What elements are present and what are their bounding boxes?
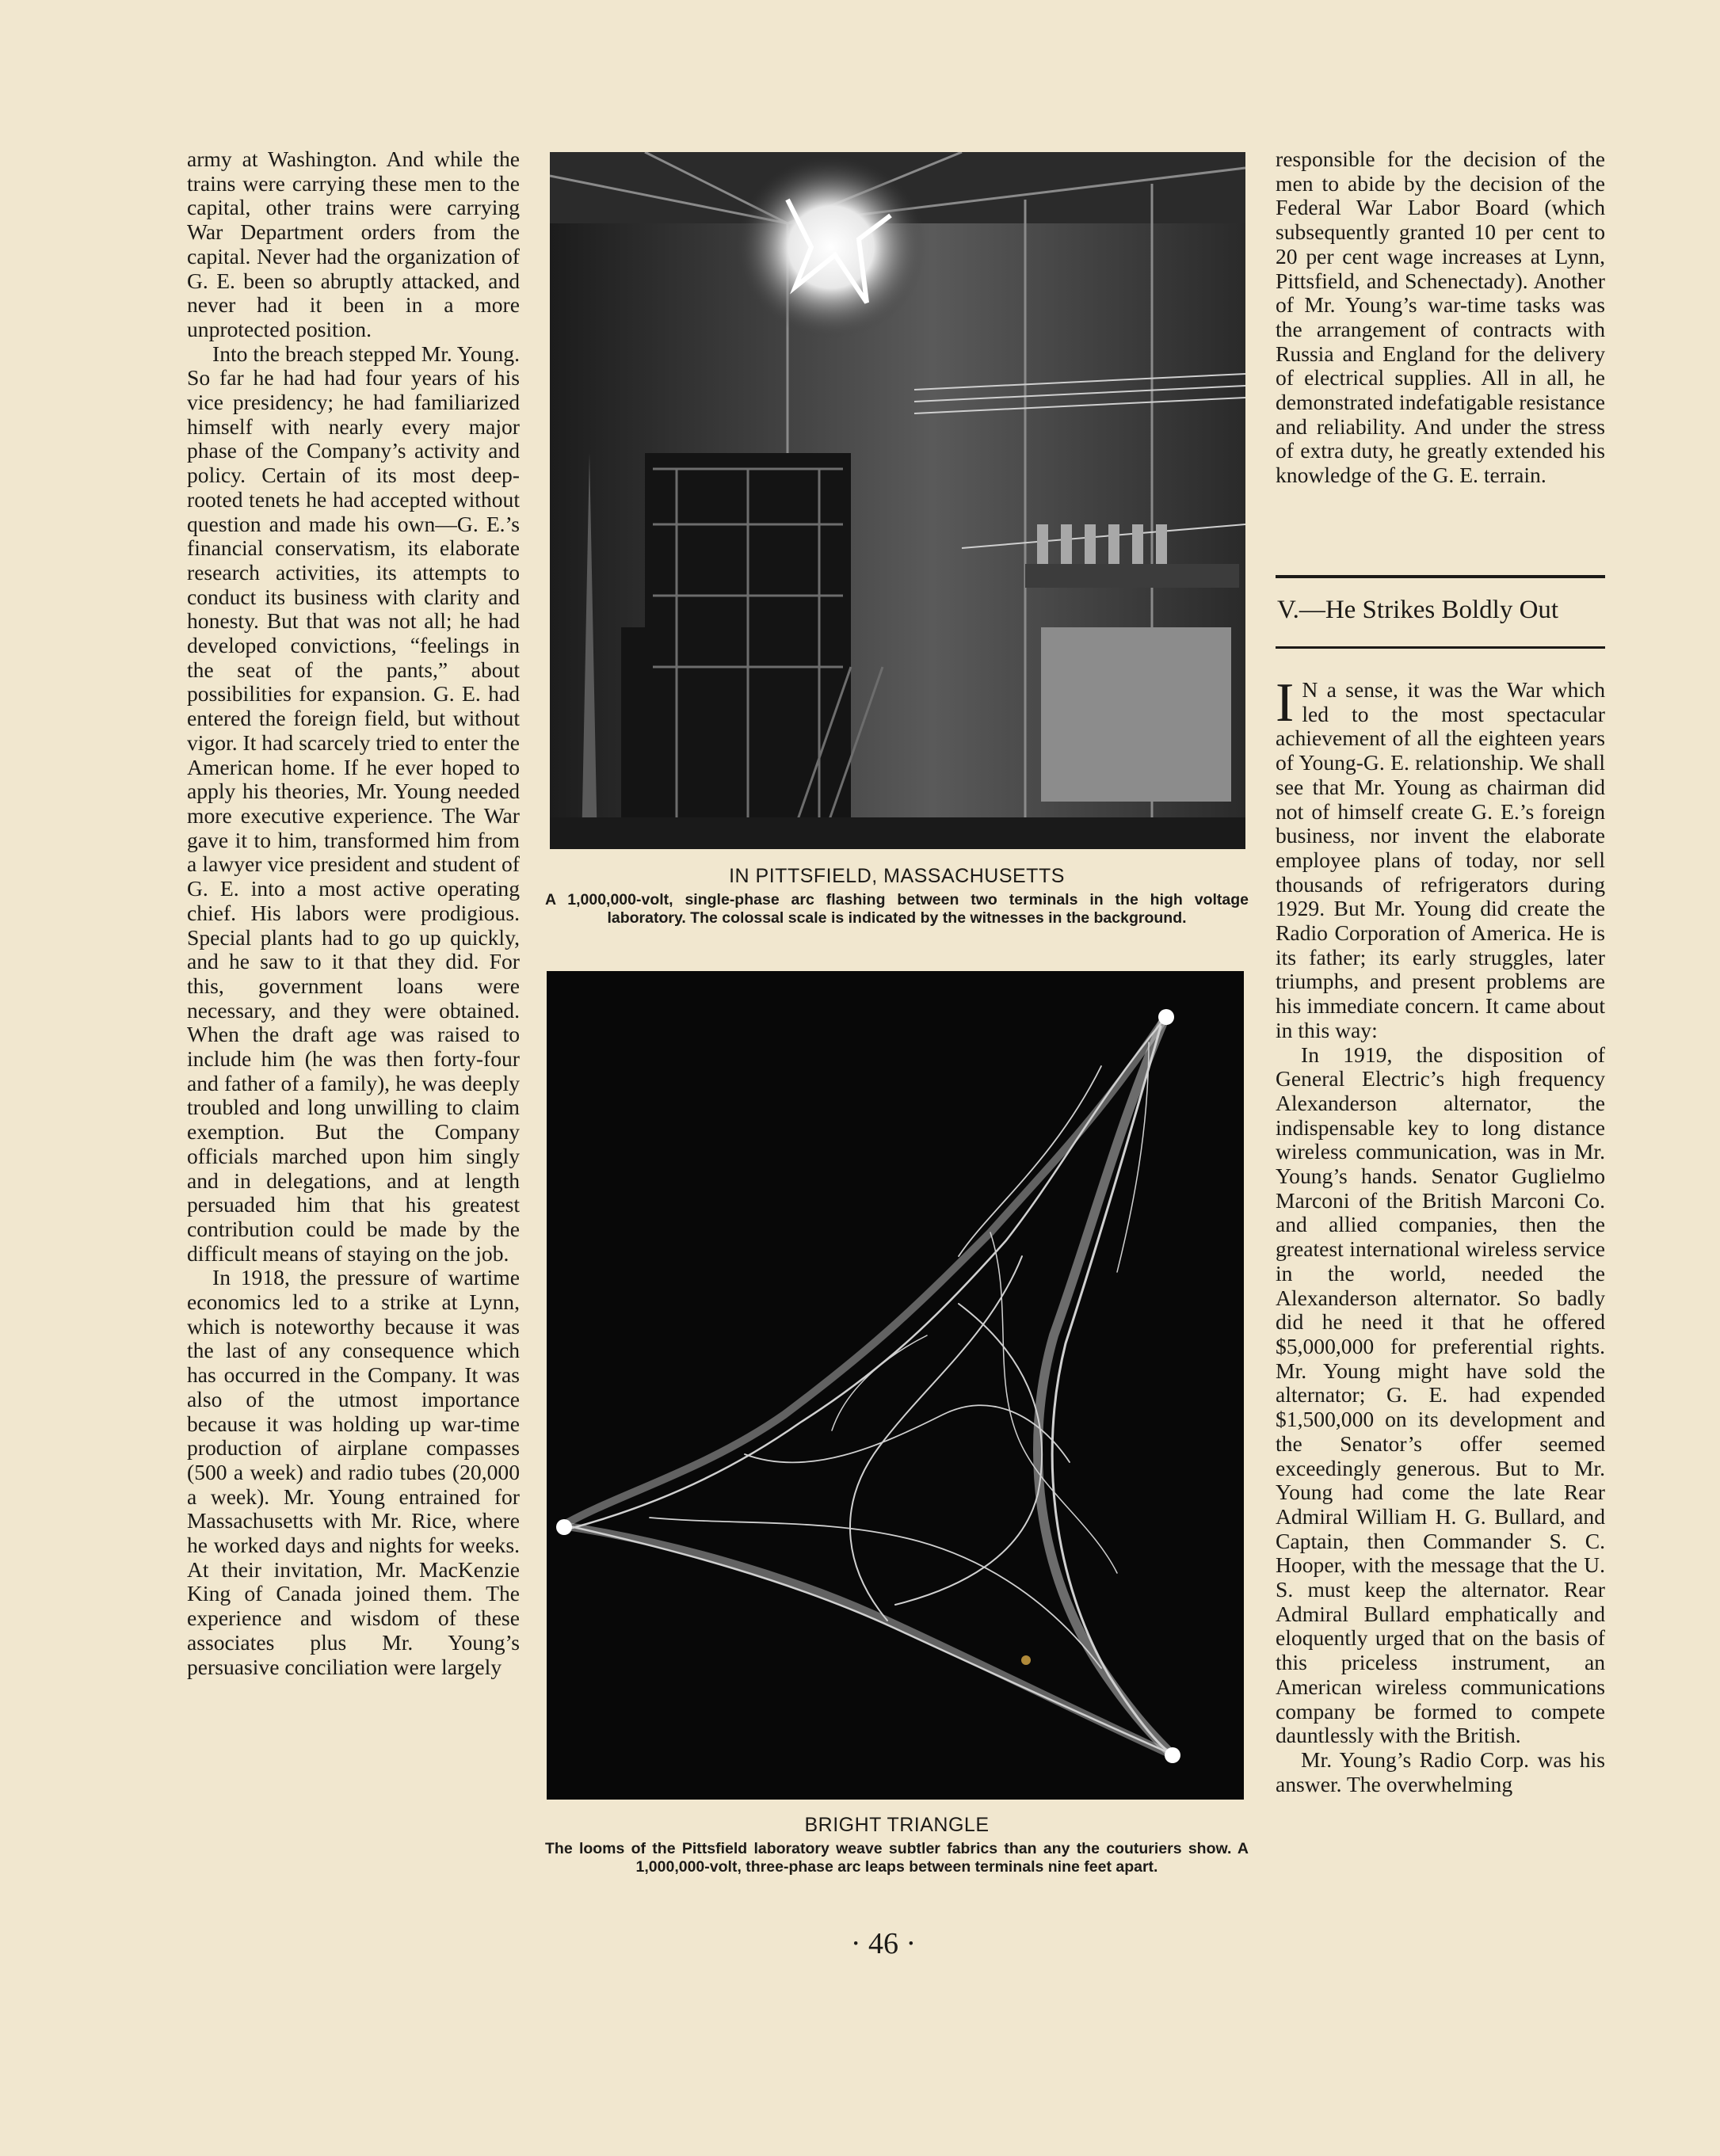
right-text-column-bottom xyxy=(1276,672,1605,1796)
three-phase-arc-illustration xyxy=(547,971,1244,1800)
section-rule-top xyxy=(1276,575,1605,578)
page-number: · 46 · xyxy=(850,1927,917,1960)
photo2-caption xyxy=(545,1814,1249,1876)
photo1-caption xyxy=(545,865,1249,928)
photo1-caption-title: IN PITTSFIELD, MASSACHUSETTS xyxy=(729,865,1065,887)
section-rule-bottom xyxy=(1276,646,1605,649)
left-paragraph-3: In 1918, the pressure of wartime economics led to a strike at Lynn, which is noteworthy because it was the last of any consequence which has occurred in the Company. It was also of the utmost importance because it was holding up war-time production of airplane compasses (500 a week) and radio tubes (20,000 a week). Mr. Young entrained for Massachusetts with Mr. Rice, where he worked days and nights for weeks. At their invitation, Mr. MacKenzie King of Canada joined them. The experience and wisdom of these associates plus Mr. Young’s persuasive conciliation were largely xyxy=(187,1265,520,1679)
photo2-caption-title: BRIGHT TRIANGLE xyxy=(804,1814,990,1836)
right-text-column-top xyxy=(1276,147,1605,488)
right-paragraph-2: In 1919, the disposition of General Electric’s high frequency Alexanderson alternator, the indispensable key to long distance wireless communication, was in Mr. Young’s hands. Senator Guglielmo Marconi of the British Marconi Co. and allied companies, then the greatest international wireless service in the world, needed the Alexanderson alternator. So badly did he need it that he offered $5,000,000 for preferential rights. Mr. Young might have sold the alternator; G. E. had expended $1,500,000 on its development and the Senator’s offer seemed exceedingly generous. But to Mr. Young had come the late Rear Admiral William H. G. Bullard, and Captain, then Commander S. C. Hooper, with the message that the U. S. must keep the alternator. Rear Admiral Bullard emphatically and eloquently urged that on the basis of this priceless instrument, an American wireless communications company be formed to compete dauntlessly with the British. xyxy=(1276,1042,1605,1748)
section-heading: V.—He Strikes Boldly Out xyxy=(1277,596,1559,624)
photo-bright-triangle-arc xyxy=(547,971,1244,1800)
left-paragraph-2: Into the breach stepped Mr. Young. So far he had had four years of his vice presidency; he had familiarized himself with nearly every major phase of the Company’s activity and policy. Certain of its most deep-rooted tenets he had accepted without question and made his own—G. E.’s financial conservatism, its elaborate research activities, its attempts to conduct its business with clarity and honesty. But that was not all; he had developed convictions, “feelings in the seat of the pants,” about possibilities for expansion. G. E. had entered the foreign field, but without vigor. It had scarcely tried to enter the American home. If he ever hoped to apply his theories, Mr. Young needed more executive experience. The War gave it to him, transformed him from a lawyer vice president and student of G. E. into a most active operating chief. His labors were prodigious. Special plants had to go up quickly, and he saw to it that they did. For this, government loans were necessary, and they were obtained. When the draft age was raised to include him (he was then forty-four and father of a family), he was deeply troubled and long unwilling to claim exemption. But the Company officials marched upon him singly and in delegations, and at length persuaded him that his greatest contribution could be made by the difficult means of staying on the job. xyxy=(187,341,520,1266)
photo2-caption-text: The looms of the Pittsfield laboratory weave subtler fabrics than any the couturiers show. A 1,000,000-volt, three-phase arc leaps between terminals nine feet apart. xyxy=(545,1840,1249,1876)
right-paragraph-3: Mr. Young’s Radio Corp. was his answer. The overwhelming xyxy=(1276,1747,1605,1796)
right-paragraph-1: responsible for the decision of the men to abide by the decision of the Federal War Labor Board (which subsequently granted 10 per cent to 20 per cent wage increases at Lynn, Pittsfield, and Schenectady). Another of Mr. Young’s war-time tasks was the arrangement of contracts with Russia and England for the delivery of electrical supplies. All in all, he demonstrated indefatigable resistance and reliability. And under the stress of extra duty, he greatly extended his knowledge of the G. E. terrain. xyxy=(1276,147,1605,488)
opening-paragraph-text: N a sense, it was the War which led to the most spectacular achievement of all the eighteen years of Young-G. E. relationship. We shall see that Mr. Young as chairman did not of himself create G. E.’s foreign business, nor invent the elaborate employee plans of today, nor sell thousands of refrigerators during 1929. But Mr. Young did create the Radio Corporation of America. He is its father; its early struggles, later triumphs, and present problems are his immediate concern. It came about in this way: xyxy=(1276,677,1605,1042)
laboratory-photo-illustration xyxy=(550,152,1245,849)
drop-cap: I xyxy=(1276,672,1295,733)
photo1-caption-text: A 1,000,000-volt, single-phase arc flashing between two terminals in the high voltage laboratory. The colossal scale is indicated by the witnesses in the background. xyxy=(545,891,1249,927)
right-paragraph-opening xyxy=(1276,672,1605,1043)
left-paragraph-1: army at Washington. And while the trains were carrying these men to the capital, other trains were carrying War Department orders from the capital. Never had the organization of G. E. been so abruptly attacked, and never had it been in a more unprotected position. xyxy=(187,147,520,341)
photo-high-voltage-laboratory xyxy=(550,152,1245,849)
left-text-column xyxy=(187,147,520,1679)
